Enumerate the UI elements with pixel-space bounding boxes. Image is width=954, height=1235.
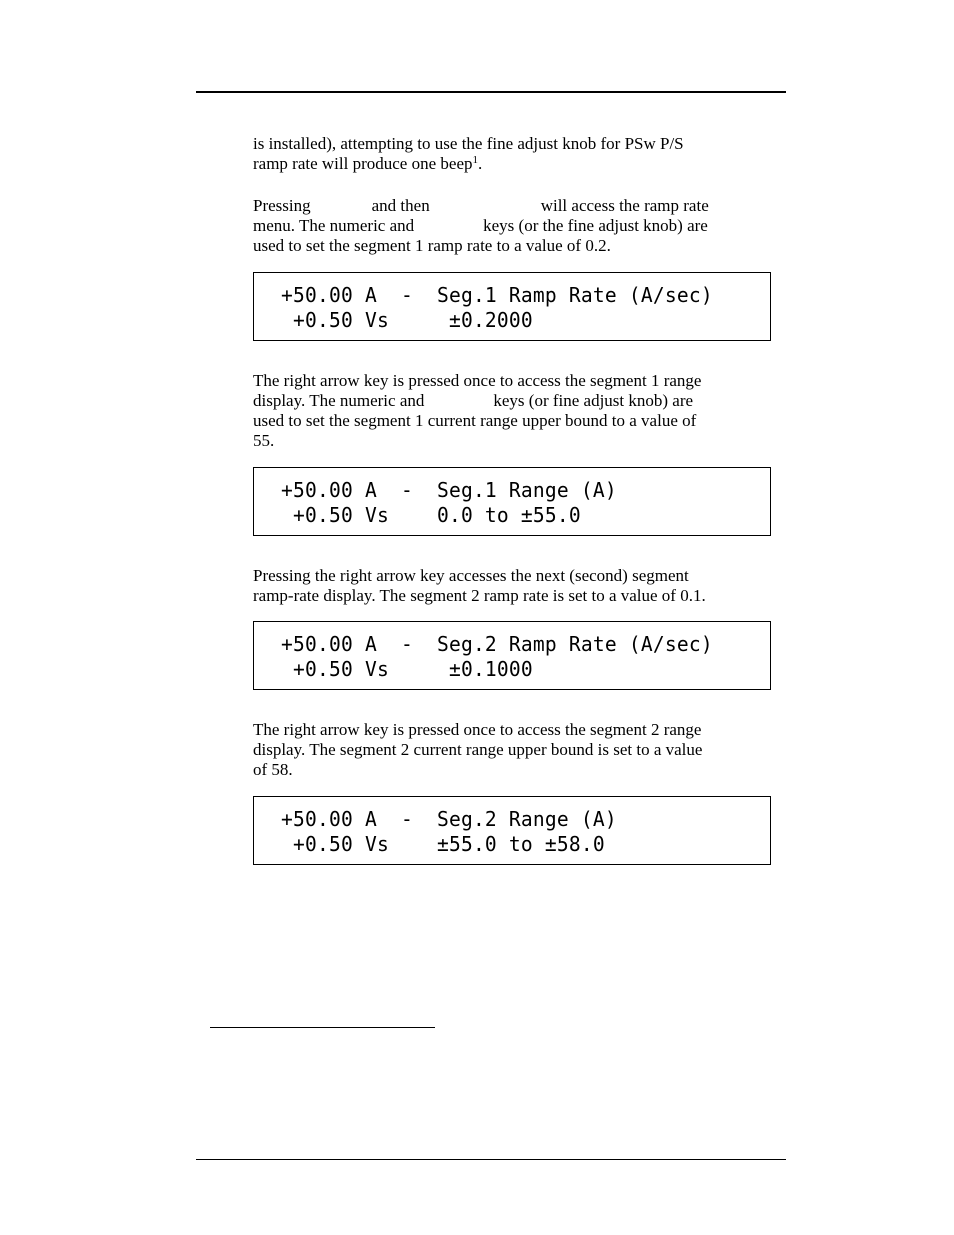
text-line: 55. — [253, 431, 275, 450]
paragraph-seg2-ramp-rate — [253, 566, 788, 606]
text-fragment: ramp rate will produce one beep — [253, 154, 473, 173]
text-fragment: will access the ramp rate — [540, 196, 709, 215]
text-line — [253, 154, 788, 174]
lcd-display-seg1-ramp-rate — [253, 272, 771, 341]
paragraph-ramp-rate-access — [253, 196, 788, 256]
text-fragment: . — [478, 154, 483, 173]
lcd-row-2: +0.50 Vs ±0.1000 — [281, 657, 533, 681]
text-line: is installed), attempting to use the fine adjust knob for PSw P/S — [253, 134, 684, 153]
text-line: of 58. — [253, 760, 293, 779]
footnote-reference: 1 — [472, 154, 478, 166]
text-fragment: keys (or fine adjust knob) are — [493, 391, 694, 410]
lcd-row-2: +0.50 Vs 0.0 to ±55.0 — [281, 503, 581, 527]
text-line: ramp-rate display. The segment 2 ramp rate is set to a value of 0.1. — [253, 586, 706, 605]
text-fragment: Pressing — [253, 196, 311, 215]
lcd-display-seg2-ramp-rate — [253, 621, 771, 690]
text-line — [253, 391, 788, 411]
header-rule — [196, 91, 786, 93]
text-line: The right arrow key is pressed once to access the segment 1 range — [253, 371, 702, 390]
text-line: The right arrow key is pressed once to access the segment 2 range — [253, 720, 702, 739]
lcd-row-1: +50.00 A - Seg.1 Ramp Rate (A/sec) — [281, 283, 713, 307]
text-fragment: keys (or the fine adjust knob) are — [483, 216, 708, 235]
lcd-row-2: +0.50 Vs ±0.2000 — [281, 308, 533, 332]
lcd-row-1: +50.00 A - Seg.1 Range (A) — [281, 478, 617, 502]
footer-rule — [196, 1159, 786, 1160]
text-line: display. The segment 2 current range upper bound is set to a value — [253, 740, 703, 759]
lcd-display-seg2-range — [253, 796, 771, 865]
text-line: used to set the segment 1 current range upper bound to a value of — [253, 411, 697, 430]
footnote-separator — [210, 1027, 435, 1028]
text-fragment: menu. The numeric and — [253, 216, 415, 235]
lcd-display-seg1-range — [253, 467, 771, 536]
text-line: Pressing the right arrow key accesses the next (second) segment — [253, 566, 689, 585]
lcd-row-1: +50.00 A - Seg.2 Range (A) — [281, 807, 617, 831]
paragraph-continuation — [253, 134, 788, 174]
paragraph-seg2-range — [253, 720, 788, 780]
lcd-row-2: +0.50 Vs ±55.0 to ±58.0 — [281, 832, 605, 856]
lcd-row-1: +50.00 A - Seg.2 Ramp Rate (A/sec) — [281, 632, 713, 656]
paragraph-seg1-range — [253, 371, 788, 451]
text-line: used to set the segment 1 ramp rate to a value of 0.2. — [253, 236, 611, 255]
text-line — [253, 196, 788, 216]
text-fragment: display. The numeric and — [253, 391, 425, 410]
text-line — [253, 216, 788, 236]
text-fragment: and then — [371, 196, 430, 215]
